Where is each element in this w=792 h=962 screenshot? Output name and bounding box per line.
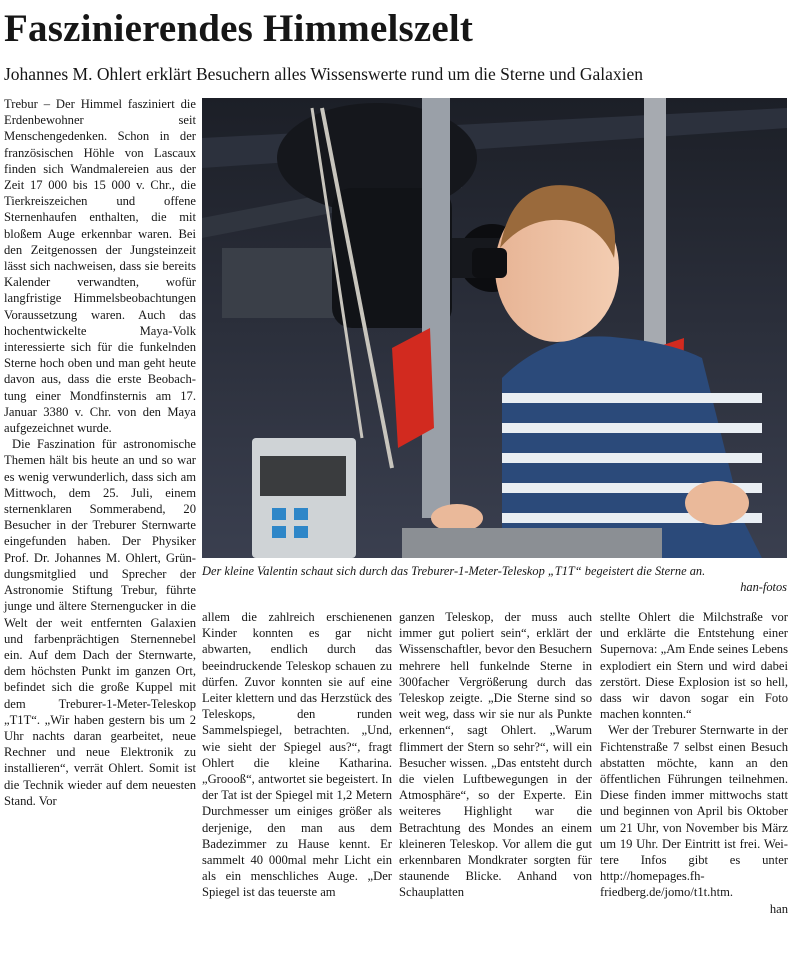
article-column-1: [4, 96, 196, 809]
article-paragraph: Trebur – Der Himmel fasziniert die Erdenbewohner seit Menschengedenken. Schon in der französischen Höhle von Lascaux finden sich Wandmalereien aus der Zeit 17 000 bis 15 000 v. Chr., die Tierkreiszeichen und offene Sternenhaufen enthalten, die mit bloßem Auge erkennbar waren. Bei den Zeitgenossen der Jungsteinzeit lässt sich nachweisen, dass sie bereits Kalender verwandten, wofür langfristige Himmelsbeobachtungen Voraussetzung waren. Auch das hochentwickelte Maya-Volk interessierte sich für die funkelnden Sterne hoch oben und man geht heute davon aus, dass die erste Beobachtung einer Mondfinsternis am 17. Januar 3380 v. Chr. von den Maya aufgezeichnet wurde.: [4, 97, 196, 436]
telescope-photo-illustration: [202, 98, 787, 558]
article-photo: [202, 98, 787, 558]
article-column-2: [202, 609, 392, 901]
author-signature: han: [769, 901, 788, 916]
article-paragraph: stellte Ohlert die Milchstraße vor und erklärte die Entstehung einer Supernova: „Am Ende seines Lebens explodiert ein Stern und wird dabei zerstört. Diese Explosion ist so hell, dass wir davon sogar ein Foto machen konnten.“: [600, 610, 788, 722]
article-paragraph: ganzen Teleskop, der muss auch immer gut poliert sein“, erklärt der Wissenschaftler, bevor den Besuchern mehrere hell funkelnde Sterne in 300facher Vergrößerung durch das Teleskop zeigte. „Die Sterne sind so weit weg, dass wir sie nur als Punkte erkennen“, sagt Ohlert. „Warum flimmert der Stern so sehr?“, will ein Besucher wissen. „Das entsteht durch die vielen Luftbewegungen in der Atmosphäre“, so der Experte. Ein weiteres Highlight war die Betrachtung des Mondes an einem kleineren Teleskop. Vor allem die gut erkennbaren Mondkrater sorgten für staunende Blicke. Anhand von Schauplatten: [399, 610, 592, 900]
article-column-3: [399, 609, 592, 901]
article-paragraph: Die Faszination für astronomische Themen hält bis heute an und so war es wenig verwunderlich, dass sich am Mittwoch, dem 25. Juli, einem sternenklaren Sommerabend, 20 Besucher in der Treburer Sternwarte eingefunden haben. Der Physiker Prof. Dr. Johannes M. Ohlert, Gründungsmitglied und Sprecher der Astronomie Stiftung Trebur, führte junge und ältere Sternengucker in die Welt der weit entfernten Galaxien und farbenprächtigen Sternennebel ein. Auf dem Dach der Sternwarte, dem höchsten Punkt im ganzen Ort, befindet sich die große Kuppel mit dem Treburer-1-Meter-Teleskop „T1T“. „Wir haben gestern bis um 2 Uhr nachts daran gearbeitet, neue Rechner und neue Elektronik zu installieren“, verrät Ohlert. Somit ist die Technik wieder auf dem neuesten Stand. Vor: [4, 437, 196, 808]
article-column-4: [600, 609, 788, 917]
headline: Faszinierendes Himmelszelt: [4, 7, 474, 50]
subheadline: Johannes M. Ohlert erklärt Besuchern alles Wissenswerte rund um die Sterne und Galaxien: [4, 64, 644, 84]
photo-credit: han-fotos: [740, 580, 787, 594]
article-paragraph: Wer der Treburer Sternwarte in der Fichtenstraße 7 selbst einen Besuch abstatten möchte, kann an den öffentlichen Führungen teilnehmen. Diese finden immer mittwochs statt und beginnen von April bis Oktober um 21 Uhr, von November bis März um 19 Uhr. Der Eintritt ist frei. Weitere Infos gibt es unter http://homepages.fh-friedberg.de/jomo/t1t.htm.: [600, 723, 788, 900]
article-paragraph: allem die zahlreich erschienenen Kinder konnten es gar nicht abwarten, endlich durch das beeindruckende Teleskop schauen zu dürfen. Zuvor konnten sie auf eine Leiter klettern und das Herzstück des Teleskops, den runden Sammelspiegel, betrachten. „Und, wie sieht der Spiegel aus?“, fragt Ohlert die kleine Katharina. „Groooß“, antwortet sie begeistert. In der Tat ist der Spiegel mit 1,2 Metern Durchmesser um einiges größer als derjenige, den man aus dem Badezimmer zu Hause kennt. Er sammelt 40 000mal mehr Licht ein als ein menschliches Auge. „Der Spiegel ist das teuerste am: [202, 610, 392, 900]
photo-caption: Der kleine Valentin schaut sich durch das Treburer-1-Meter-Teleskop „T1T“ begeistert die Sterne an.: [202, 564, 706, 578]
